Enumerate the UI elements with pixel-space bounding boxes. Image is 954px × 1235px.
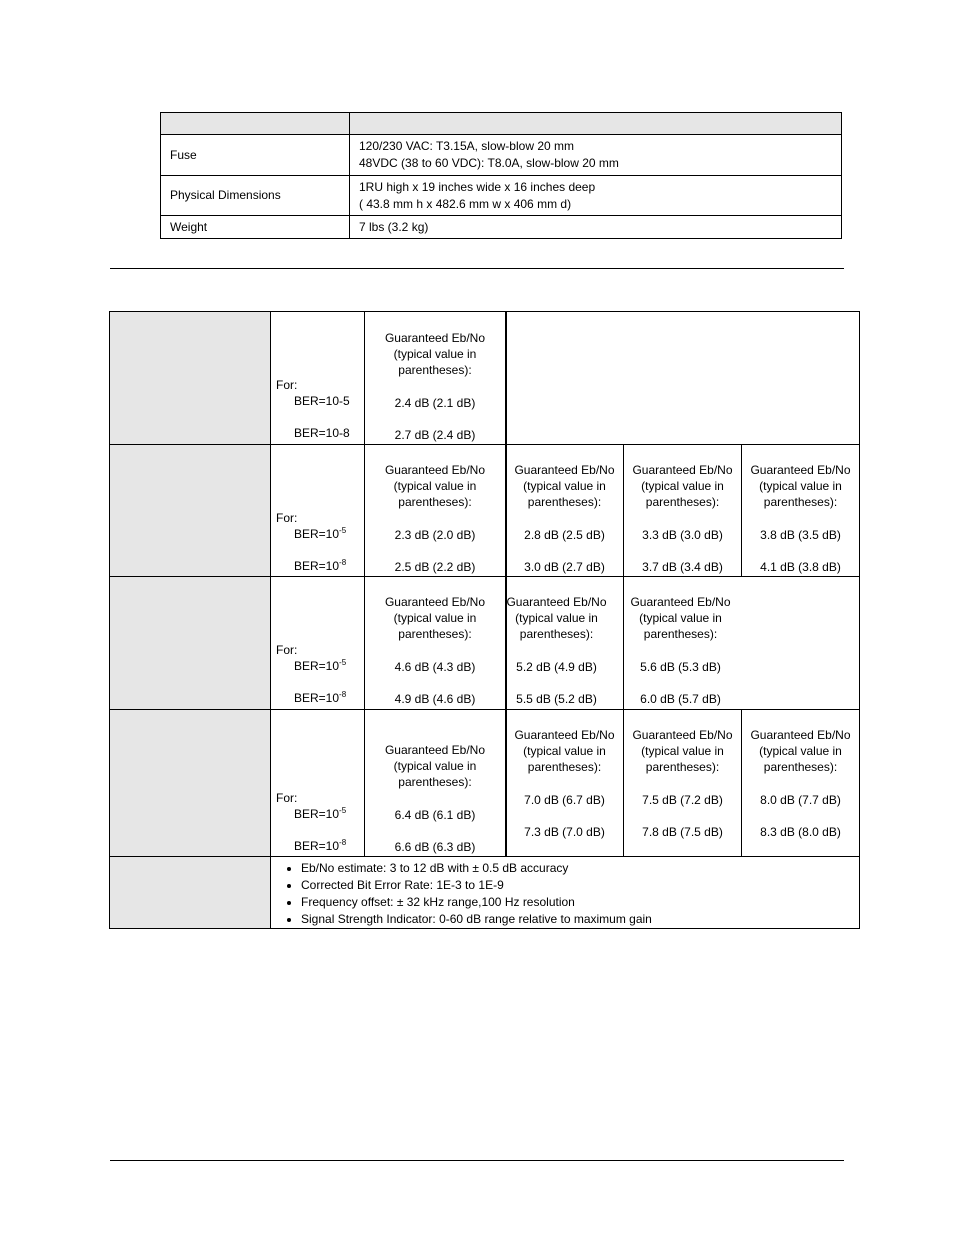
ber-label-5 — [276, 806, 346, 822]
row-border — [109, 856, 860, 857]
row-label: Weight — [161, 216, 350, 239]
spacer — [624, 543, 741, 559]
ber-labels — [276, 510, 346, 574]
eb-no-value: 7.3 dB (7.0 dB) — [524, 825, 605, 840]
eb-no-heading: Guaranteed Eb/No — [630, 595, 731, 609]
eb-no-heading: Guaranteed Eb/No — [514, 728, 615, 742]
spacer — [506, 776, 623, 792]
spacer — [498, 643, 615, 659]
eb-no-cell — [498, 594, 615, 707]
list-item: • Frequency offset: ± 32 kHz range,100 Hz resolution — [301, 894, 652, 911]
eb-no-heading: parentheses): — [398, 495, 472, 510]
spacer — [742, 543, 859, 559]
row-border — [109, 576, 860, 577]
ber-base: BER=10 — [294, 839, 340, 853]
eb-no-value: 7.8 dB (7.5 dB) — [642, 825, 723, 840]
for-label: For: — [276, 378, 298, 392]
spacer — [506, 511, 623, 527]
eb-no-heading: parentheses): — [527, 760, 602, 775]
row-border — [109, 709, 860, 710]
eb-no-heading: Guaranteed Eb/No — [514, 463, 615, 477]
value-line: ( 43.8 mm h x 482.6 mm w x 406 mm d) — [359, 196, 572, 211]
for-label: For: — [276, 643, 298, 657]
eb-no-heading: Guaranteed Eb/No — [632, 728, 733, 742]
spacer — [622, 643, 739, 659]
eb-no-value: 6.0 dB (5.7 dB) — [640, 692, 721, 707]
ber-base: BER=10 — [294, 559, 340, 573]
eb-no-heading: (typical value in — [759, 479, 842, 494]
eb-no-heading: (typical value in — [639, 611, 722, 626]
eb-no-heading: Guaranteed Eb/No — [632, 463, 733, 477]
value-line: 7 lbs (3.2 kg) — [359, 219, 429, 234]
spacer — [276, 542, 346, 558]
eb-no-cell — [506, 727, 623, 840]
eb-no-value: 2.5 dB (2.2 dB) — [394, 560, 476, 575]
eb-no-cell — [506, 462, 623, 575]
eb-no-value: 4.9 dB (4.6 dB) — [394, 692, 476, 707]
ber-exponent: -8 — [339, 838, 347, 847]
eb-no-value: 5.6 dB (5.3 dB) — [640, 659, 721, 674]
spacer — [276, 822, 346, 838]
spacer — [622, 675, 739, 691]
ber-labels — [276, 377, 350, 441]
ber-base: BER=10 — [294, 527, 340, 541]
eb-no-cell — [365, 330, 505, 443]
spacer — [498, 675, 615, 691]
eb-no-heading: Guaranteed Eb/No — [506, 595, 607, 609]
eb-no-heading: Guaranteed Eb/No — [750, 463, 851, 477]
list-item: • Corrected Bit Error Rate: 1E-3 to 1E-9 — [301, 877, 652, 894]
eb-no-heading: (typical value in — [515, 611, 598, 626]
ber-base: BER=10-5 — [294, 394, 350, 408]
eb-no-value: 7.0 dB (6.7 dB) — [524, 792, 605, 807]
eb-no-heading: (typical value in — [523, 744, 606, 759]
for-label: For: — [276, 791, 298, 805]
row-header-cell — [109, 709, 270, 856]
eb-no-heading: (typical value in — [523, 479, 606, 494]
row-header-cell — [109, 444, 270, 576]
eb-no-value: 5.2 dB (4.9 dB) — [516, 659, 597, 674]
eb-no-heading: parentheses): — [398, 627, 472, 642]
ber-base: BER=10 — [294, 691, 340, 705]
list-item: • Signal Strength Indicator: 0-60 dB range relative to maximum gain — [301, 911, 652, 928]
ber-exponent: -5 — [339, 658, 347, 667]
ber-label-5 — [276, 526, 346, 542]
spacer — [506, 808, 623, 824]
eb-no-value: 7.5 dB (7.2 dB) — [642, 792, 723, 807]
eb-no-value: 3.7 dB (3.4 dB) — [642, 560, 723, 575]
value-line: 48VDC (38 to 60 VDC): T8.0A, slow-blow 20 mm — [359, 156, 619, 170]
eb-no-cell — [365, 462, 505, 575]
row-header-cell — [109, 311, 270, 444]
ber-labels — [276, 642, 346, 706]
eb-no-value: 8.3 dB (8.0 dB) — [760, 825, 841, 840]
row-border — [109, 928, 860, 929]
row-border — [109, 311, 860, 312]
eb-no-value: 3.8 dB (3.5 dB) — [760, 527, 841, 542]
eb-no-value: 4.1 dB (3.8 dB) — [760, 560, 841, 575]
eb-no-heading: (typical value in — [393, 479, 477, 494]
eb-no-heading: parentheses): — [763, 760, 838, 775]
spacer — [365, 379, 505, 395]
eb-no-value: 6.4 dB (6.1 dB) — [394, 807, 476, 822]
column-border — [270, 311, 271, 928]
eb-no-heading: (typical value in — [759, 744, 842, 759]
feature-list — [283, 860, 652, 928]
eb-no-cell — [624, 462, 741, 575]
spacer — [742, 808, 859, 824]
eb-no-heading: parentheses): — [398, 775, 472, 790]
eb-no-value: 3.0 dB (2.7 dB) — [524, 560, 605, 575]
row-label: Fuse — [161, 135, 350, 176]
eb-no-cell — [742, 462, 859, 575]
eb-no-value: 6.6 dB (6.3 dB) — [394, 840, 476, 855]
ber-base: BER=10 — [294, 659, 340, 673]
ber-exponent: -5 — [339, 806, 347, 815]
eb-no-cell — [365, 594, 505, 707]
spacer — [506, 543, 623, 559]
ber-label-8 — [276, 690, 346, 706]
eb-no-value: 2.3 dB (2.0 dB) — [394, 527, 476, 542]
eb-no-heading: Guaranteed Eb/No — [384, 743, 486, 757]
eb-no-value: 2.4 dB (2.1 dB) — [394, 395, 476, 410]
spacer — [365, 511, 505, 527]
ber-labels — [276, 790, 346, 854]
spacer — [742, 511, 859, 527]
eb-no-heading: (typical value in — [393, 611, 477, 626]
eb-no-heading: Guaranteed Eb/No — [384, 595, 486, 609]
ber-label-5 — [276, 393, 350, 409]
list-item: • Eb/No estimate: 3 to 12 dB with ± 0.5 dB accuracy — [301, 860, 652, 877]
eb-no-heading: parentheses): — [645, 495, 720, 510]
eb-no-heading: parentheses): — [398, 363, 472, 378]
row-border — [109, 444, 860, 445]
for-label: For: — [276, 511, 298, 525]
spacer — [742, 776, 859, 792]
eb-no-cell — [622, 594, 739, 707]
eb-no-heading: Guaranteed Eb/No — [750, 728, 851, 742]
eb-no-heading: parentheses): — [519, 627, 594, 642]
spacer — [365, 675, 505, 691]
eb-no-heading: (typical value in — [393, 347, 477, 362]
eb-no-heading: (typical value in — [641, 744, 724, 759]
eb-no-value: 2.8 dB (2.5 dB) — [524, 527, 605, 542]
ber-label-8 — [276, 558, 346, 574]
value-line: 1RU high x 19 inches wide x 16 inches deep — [359, 179, 596, 194]
spacer — [624, 808, 741, 824]
eb-no-heading: (typical value in — [393, 759, 477, 774]
table-border — [859, 311, 860, 929]
eb-no-heading: parentheses): — [763, 495, 838, 510]
ber-base: BER=10 — [294, 807, 340, 821]
ber-exponent: -5 — [339, 526, 347, 535]
eb-no-value: 4.6 dB (4.3 dB) — [394, 659, 476, 674]
spacer — [624, 511, 741, 527]
spacer — [624, 776, 741, 792]
eb-no-heading: parentheses): — [645, 760, 720, 775]
spacer — [365, 543, 505, 559]
eb-no-cell — [742, 727, 859, 840]
ber-exponent: -8 — [339, 558, 347, 567]
eb-no-value: 3.3 dB (3.0 dB) — [642, 527, 723, 542]
eb-no-heading: parentheses): — [643, 627, 718, 642]
eb-no-value: 8.0 dB (7.7 dB) — [760, 792, 841, 807]
ber-label-8 — [276, 838, 346, 854]
spacer — [365, 643, 505, 659]
ber-label-5 — [276, 658, 346, 674]
footer-divider — [110, 1160, 844, 1161]
spacer — [276, 674, 346, 690]
ber-label-8 — [276, 425, 350, 441]
spacer — [365, 791, 505, 807]
eb-no-cell — [624, 727, 741, 840]
eb-no-value: 2.7 dB (2.4 dB) — [394, 428, 476, 443]
row-header-cell — [109, 576, 270, 709]
value-line: 120/230 VAC: T3.15A, slow-blow 20 mm — [359, 139, 574, 153]
row-header-cell — [109, 856, 270, 928]
spacer — [365, 411, 505, 427]
eb-no-heading: Guaranteed Eb/No — [384, 331, 486, 345]
row-label: Physical Dimensions — [161, 176, 350, 216]
table-border — [109, 311, 110, 929]
eb-no-heading: parentheses): — [527, 495, 602, 510]
eb-no-cell — [365, 742, 505, 855]
ber-base: BER=10-8 — [294, 426, 350, 440]
spacer — [365, 823, 505, 839]
eb-no-heading: Guaranteed Eb/No — [384, 463, 486, 477]
eb-no-heading: (typical value in — [641, 479, 724, 494]
eb-no-value: 5.5 dB (5.2 dB) — [516, 692, 597, 707]
spacer — [276, 409, 350, 425]
ber-exponent: -8 — [339, 690, 347, 699]
